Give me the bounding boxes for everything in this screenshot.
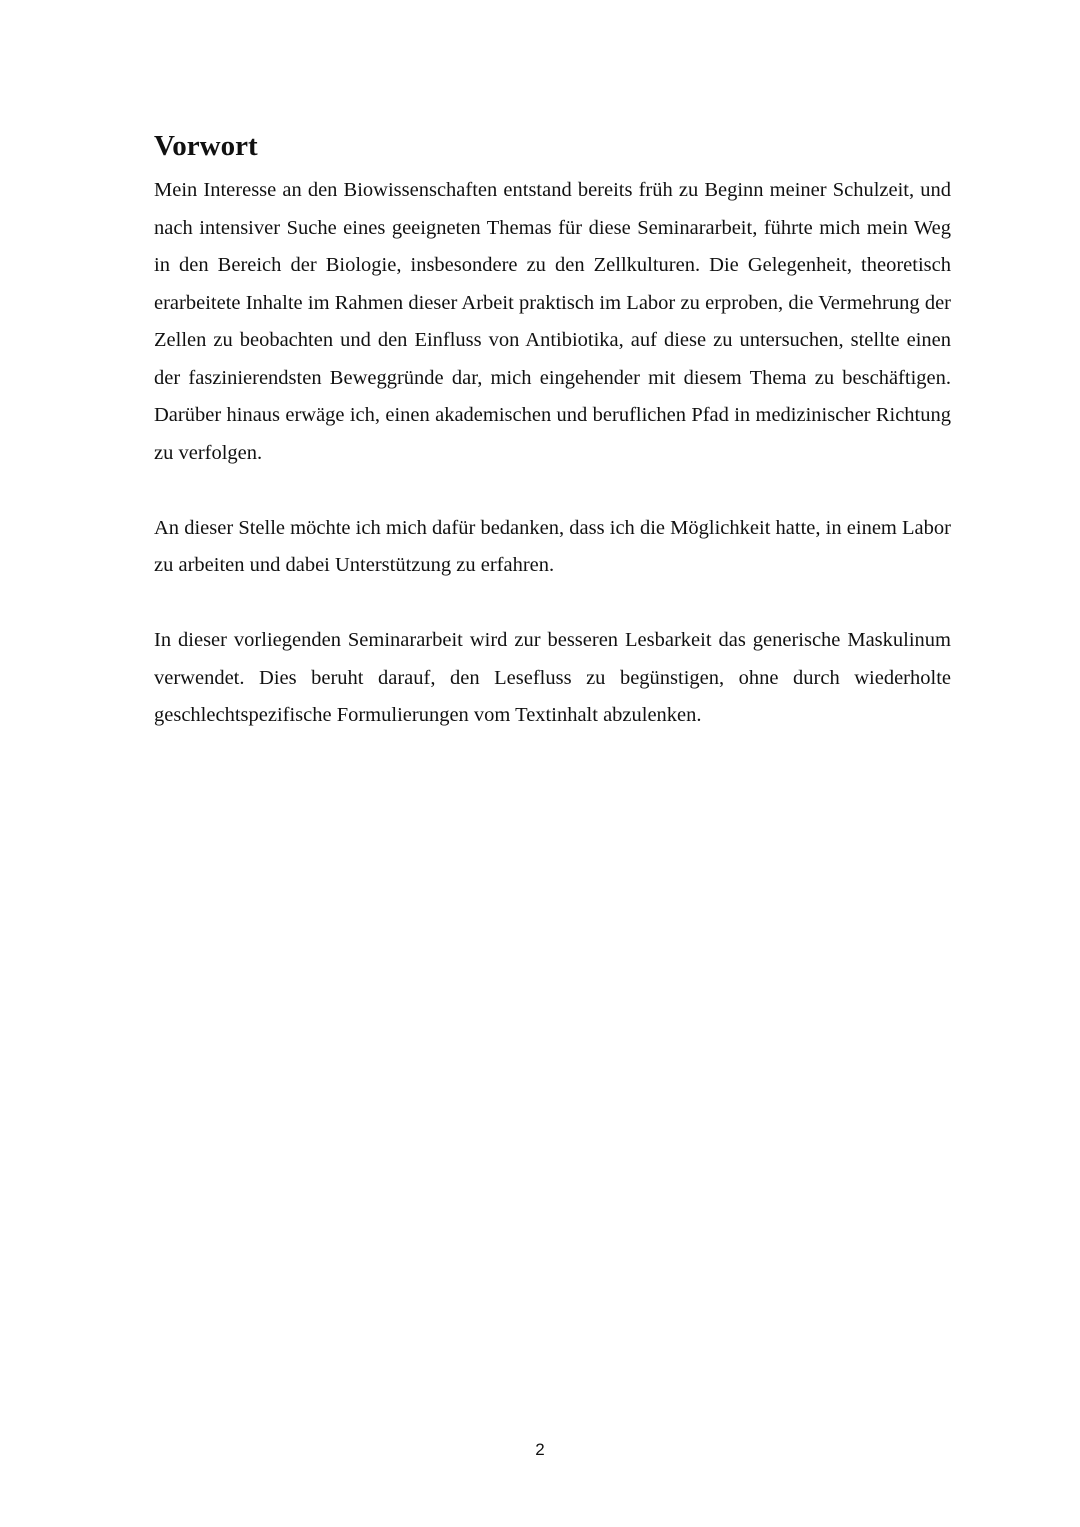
paragraph-motivation: Mein Interesse an den Biowissenschaften entstand bereits früh zu Beginn meiner Schulzeit, und nach intensiver Suche eines geeigneten Themas für diese Seminararbeit, führte mich mein Weg in den Bereich der Biologie, insbesondere zu den Zellkulturen. Die Gelegenheit, theoretisch erarbeitete Inhalte im Rahmen dieser Arbeit praktisch im Labor zu erproben, die Vermehrung der Zellen zu beobachten und den Einfluss von Antibiotika, auf diese zu untersuchen, stellte einen der faszinierendsten Beweggründe dar, mich eingehender mit diesem Thema zu beschäftigen. Darüber hinaus erwäge ich, einen akademischen und beruflichen Pfad in medizinischer Richtung zu verfolgen.: [154, 179, 951, 464]
paragraph-language-note: In dieser vorliegenden Seminararbeit wird zur besseren Lesbarkeit das generische Maskulinum verwendet. Dies beruht darauf, den Lesefluss zu begünstigen, ohne durch wiederholte geschlechtspezifische Formulierungen vom Textinhalt abzulenken.: [154, 629, 951, 726]
page-content: [154, 122, 951, 735]
paragraph-acknowledgement: An dieser Stelle möchte ich mich dafür bedanken, dass ich die Möglichkeit hatte, in einem Labor zu arbeiten und dabei Unterstützung zu erfahren.: [154, 516, 951, 576]
section-heading: Vorwort: [154, 130, 258, 162]
page-number: 2: [535, 1440, 545, 1459]
